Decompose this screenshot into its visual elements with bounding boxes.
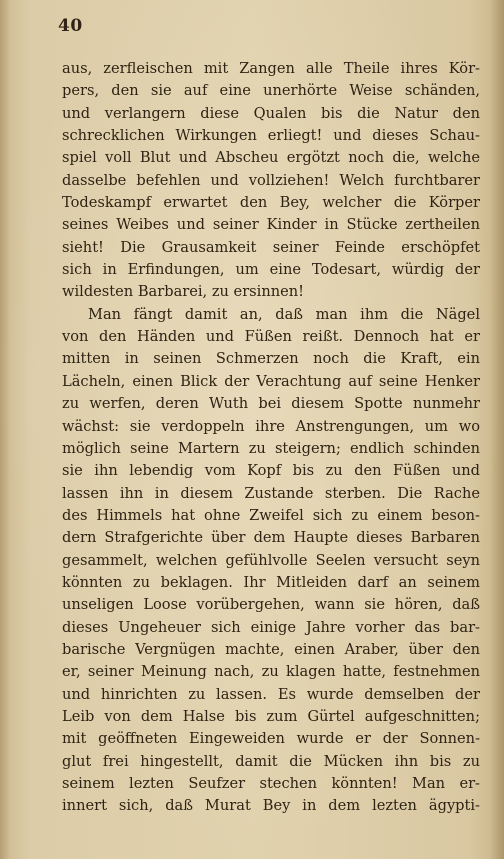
text-line: seinem lezten Seufzer stechen könnten! Man er- [62,775,480,792]
text-line: pers, den sie auf eine unerhörte Weise schänden, [62,82,480,100]
text-line: könnten zu beklagen. Ihr Mitleiden darf an seinem [62,573,480,591]
text-line: glut frei hingestellt, damit die Mücken ihn bis zu [62,752,480,770]
text-line: mit geöffneten Eingeweiden wurde er der Sonnen- [62,730,480,748]
text-line: wächst: sie verdoppeln ihre Anstrengungen, um wo [62,417,480,435]
text-line: von den Händen und Füßen reißt. Dennoch hat er [62,328,480,346]
text-line: und verlangern diese Qualen bis die Natur den [62,104,480,122]
page-edge-shadow [0,0,10,859]
text-line: dieses Ungeheuer sich einige Jahre vorher das bar- [62,618,480,636]
text-line: zu werfen, deren Wuth bei diesem Spotte nunmehr [62,395,480,413]
text-line: Todeskampf erwartet den Bey, welcher die Körper [62,194,480,212]
text-line: mitten in seinen Schmerzen noch die Kraft, ein [62,350,480,368]
text-line: sie ihn lebendig vom Kopf bis zu den Füßen und [62,462,480,480]
text-line: möglich seine Martern zu steigern; endlich schinden [62,439,480,457]
text-line: dasselbe befehlen und vollziehen! Welch furchtbarer [62,171,480,189]
text-line: seines Weibes und seiner Kinder in Stücke zertheilen [62,216,480,234]
text-line: aus, zerfleischen mit Zangen alle Theile ihres Kör- [62,60,480,77]
text-line: er, seiner Meinung nach, zu klagen hatte, festnehmen [62,663,480,681]
text-line: Man fängt damit an, daß man ihm die Nägel [88,305,480,323]
text-line: unseligen Loose vorübergehen, wann sie hören, daß [62,596,480,614]
text-line: spiel voll Blut und Abscheu ergötzt noch die, welche [62,149,480,167]
text-line: Leib von dem Halse bis zum Gürtel aufgeschnitten; [62,707,480,725]
body-text [62,58,480,818]
text-line: gesammelt, welchen gefühlvolle Seelen versucht seyn [62,551,480,569]
text-line: lassen ihn in diesem Zustande sterben. Die Rache [62,484,480,502]
text-line: und hinrichten zu lassen. Es wurde demselben der [62,685,480,703]
text-line: des Himmels hat ohne Zweifel sich zu einem beson- [62,506,480,524]
text-line: sieht! Die Grausamkeit seiner Feinde erschöpfet [62,238,480,256]
page-spine-shadow [490,0,504,859]
text-line: sich in Erfindungen, um eine Todesart, würdig der [62,261,480,279]
text-line: wildesten Barbarei, zu ersinnen! [62,283,305,301]
page-number: 40 [58,16,83,36]
text-line: innert sich, daß Murat Bey in dem lezten ägypti- [62,797,480,815]
text-line: dern Strafgerichte über dem Haupte dieses Barbaren [62,529,480,547]
text-line: schrecklichen Wirkungen erliegt! und dieses Schau- [62,127,480,145]
text-line: barische Vergnügen machte, einen Araber, über den [62,640,480,658]
text-line: Lächeln, einen Blick der Verachtung auf seine Henker [62,372,480,390]
